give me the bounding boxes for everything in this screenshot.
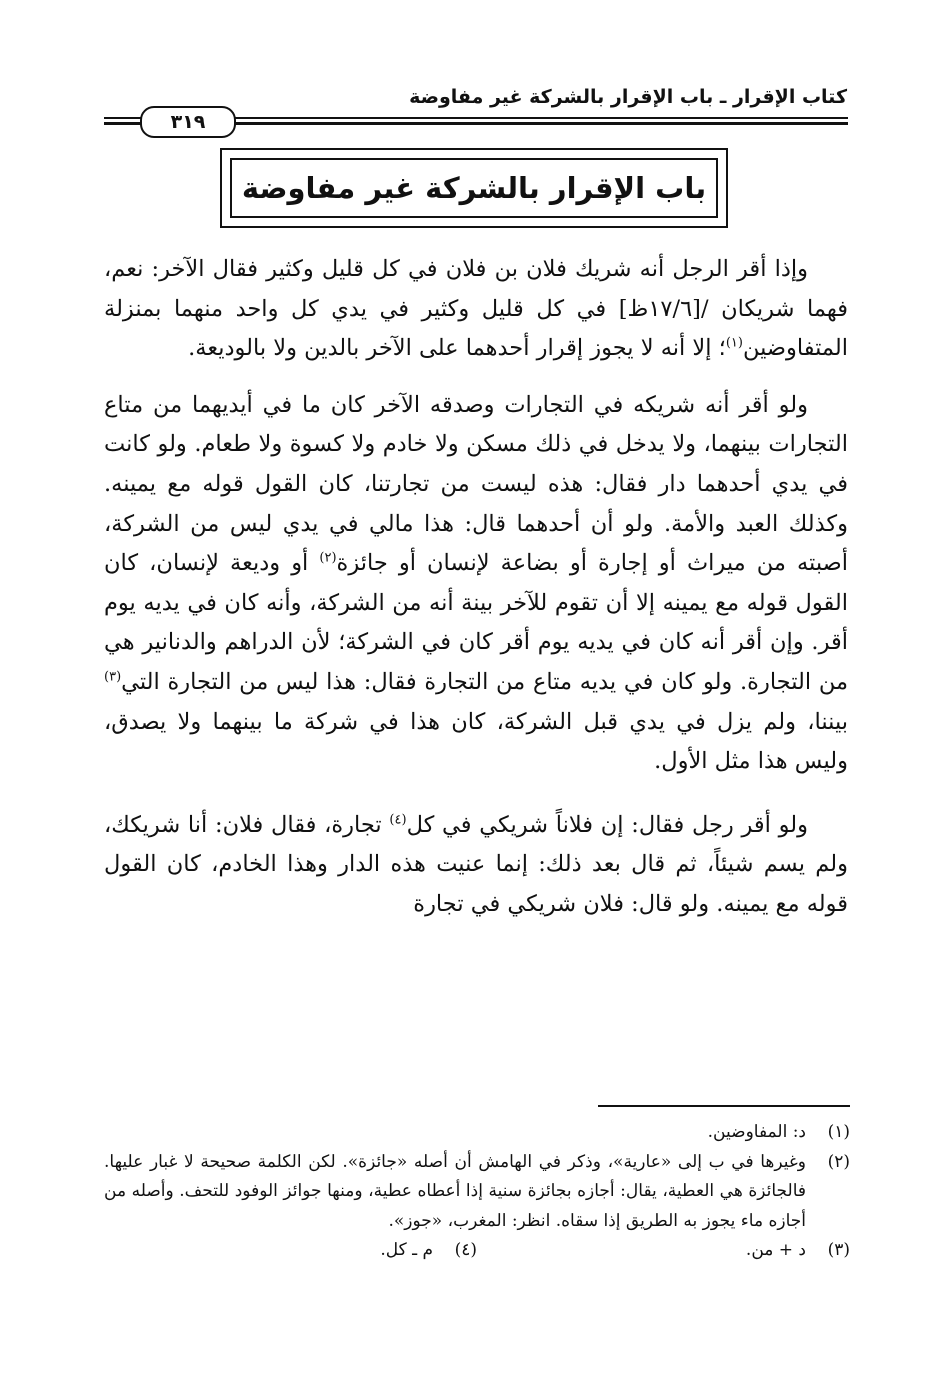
paragraph-text: أو وديعة لإنسان، كان القول قوله مع يمينه إلا أن تقوم للآخر بينة أنه من الشركة، وأنه كان في يديه يوم أقر. وإن أقر أنه كان في يديه يوم أقر كان في الشركة؛ لأن الدراهم والدنانير هي من التجارة. ولو كان في يديه متاع من التجارة فقال: هذا ليس من التجارة التي — [104, 550, 848, 695]
footnotes — [104, 1118, 850, 1266]
footnote-number: (٤) — [454, 1240, 477, 1260]
chapter-title-inner-frame — [230, 158, 718, 218]
paragraph — [104, 806, 848, 925]
paragraph-text: تجارة، فقال فلان: أنا شريكك، ولم يسم شيئاً، ثم قال بعد ذلك: إنما عنيت هذه الدار وهذا الخادم، كان القول قوله مع يمينه. ولو قال: فلان شريكي في تجارة — [104, 811, 848, 917]
footnote-marker: (٢) — [319, 550, 337, 566]
paragraph-text: ولو أقر أنه شريكه في التجارات وصدقه الآخر كان ما في أيديهما من متاع التجارات بينهما، ولا يدخل في ذلك مسكن ولا خادم ولا كسوة ولا طعام. ولو كانت في يدي أحدهما دار فقال: هذه ليست من تجارتنا، كان القول قوله مع يمينه. وكذلك العبد والأمة. ولو أن أحدهما قال: هذا مالي في يدي ليس من الشركة، أصبته من ميراث أو إجارة أو بضاعة لإنسان أو جائزة — [104, 391, 848, 577]
footnote-marker: (٣) — [104, 669, 122, 685]
body-text — [104, 250, 848, 942]
paragraph — [104, 250, 848, 369]
footnote-row — [104, 1236, 850, 1266]
paragraph-text: بيننا، ولم يزل في يدي قبل الشركة، كان هذا في شركة ما بينهما ولا يصدق، وليس هذا مثل الأول. — [104, 708, 848, 775]
footnote-text: م ـ كل. — [380, 1240, 433, 1260]
running-header: كتاب الإقرار ـ باب الإقرار بالشركة غير مفاوضة — [409, 86, 847, 108]
footnote-separator — [598, 1105, 850, 1107]
footnote — [104, 1118, 850, 1148]
chapter-title: باب الإقرار بالشركة غير مفاوضة — [241, 171, 707, 205]
paragraph-text: ولو أقر رجل فقال: إن فلاناً شريكي في كل — [406, 811, 808, 838]
footnote-marker: (٤) — [389, 812, 407, 828]
footnote-text: وغيرها في ب إلى «عارية»، وذكر في الهامش أن أصله «جائزة». لكن الكلمة صحيحة لا غبار عليها. فالجائزة هي العطية، يقال: أجازه بجائزة سنية إذا أعطاه عطية، ومنها جوائز الوفود للتحف. وأصله من أجازه ماء يجوز به الطريق إذا سقاه. انظر: المغرب، «جوز». — [104, 1151, 806, 1231]
page-number: ٣١٩ — [140, 106, 236, 138]
footnote-number: (١) — [827, 1122, 850, 1142]
paragraph-text: وإذا أقر الرجل أنه شريك فلان بن فلان في كل قليل وكثير فقال الآخر: نعم، فهما شريكان /[١٧/٦ظ] في كل قليل وكثير في يدي كل واحد منهما بمنزلة المتفاوضين — [104, 256, 848, 362]
footnote — [104, 1236, 477, 1266]
footnote-text: د: المفاوضين. — [707, 1122, 806, 1142]
footnote-marker: (١) — [725, 335, 743, 351]
footnote-number: (٢) — [827, 1151, 850, 1172]
footnote-text: د + من. — [745, 1240, 806, 1260]
paragraph — [104, 386, 848, 782]
chapter-title-frame — [220, 148, 728, 228]
footnote-number: (٣) — [827, 1240, 850, 1260]
paragraph-text: ؛ إلا أنه لا يجوز إقرار أحدهما على الآخر بالدين ولا بالوديعة. — [188, 335, 726, 362]
footnote — [477, 1236, 850, 1266]
footnote — [104, 1148, 850, 1237]
